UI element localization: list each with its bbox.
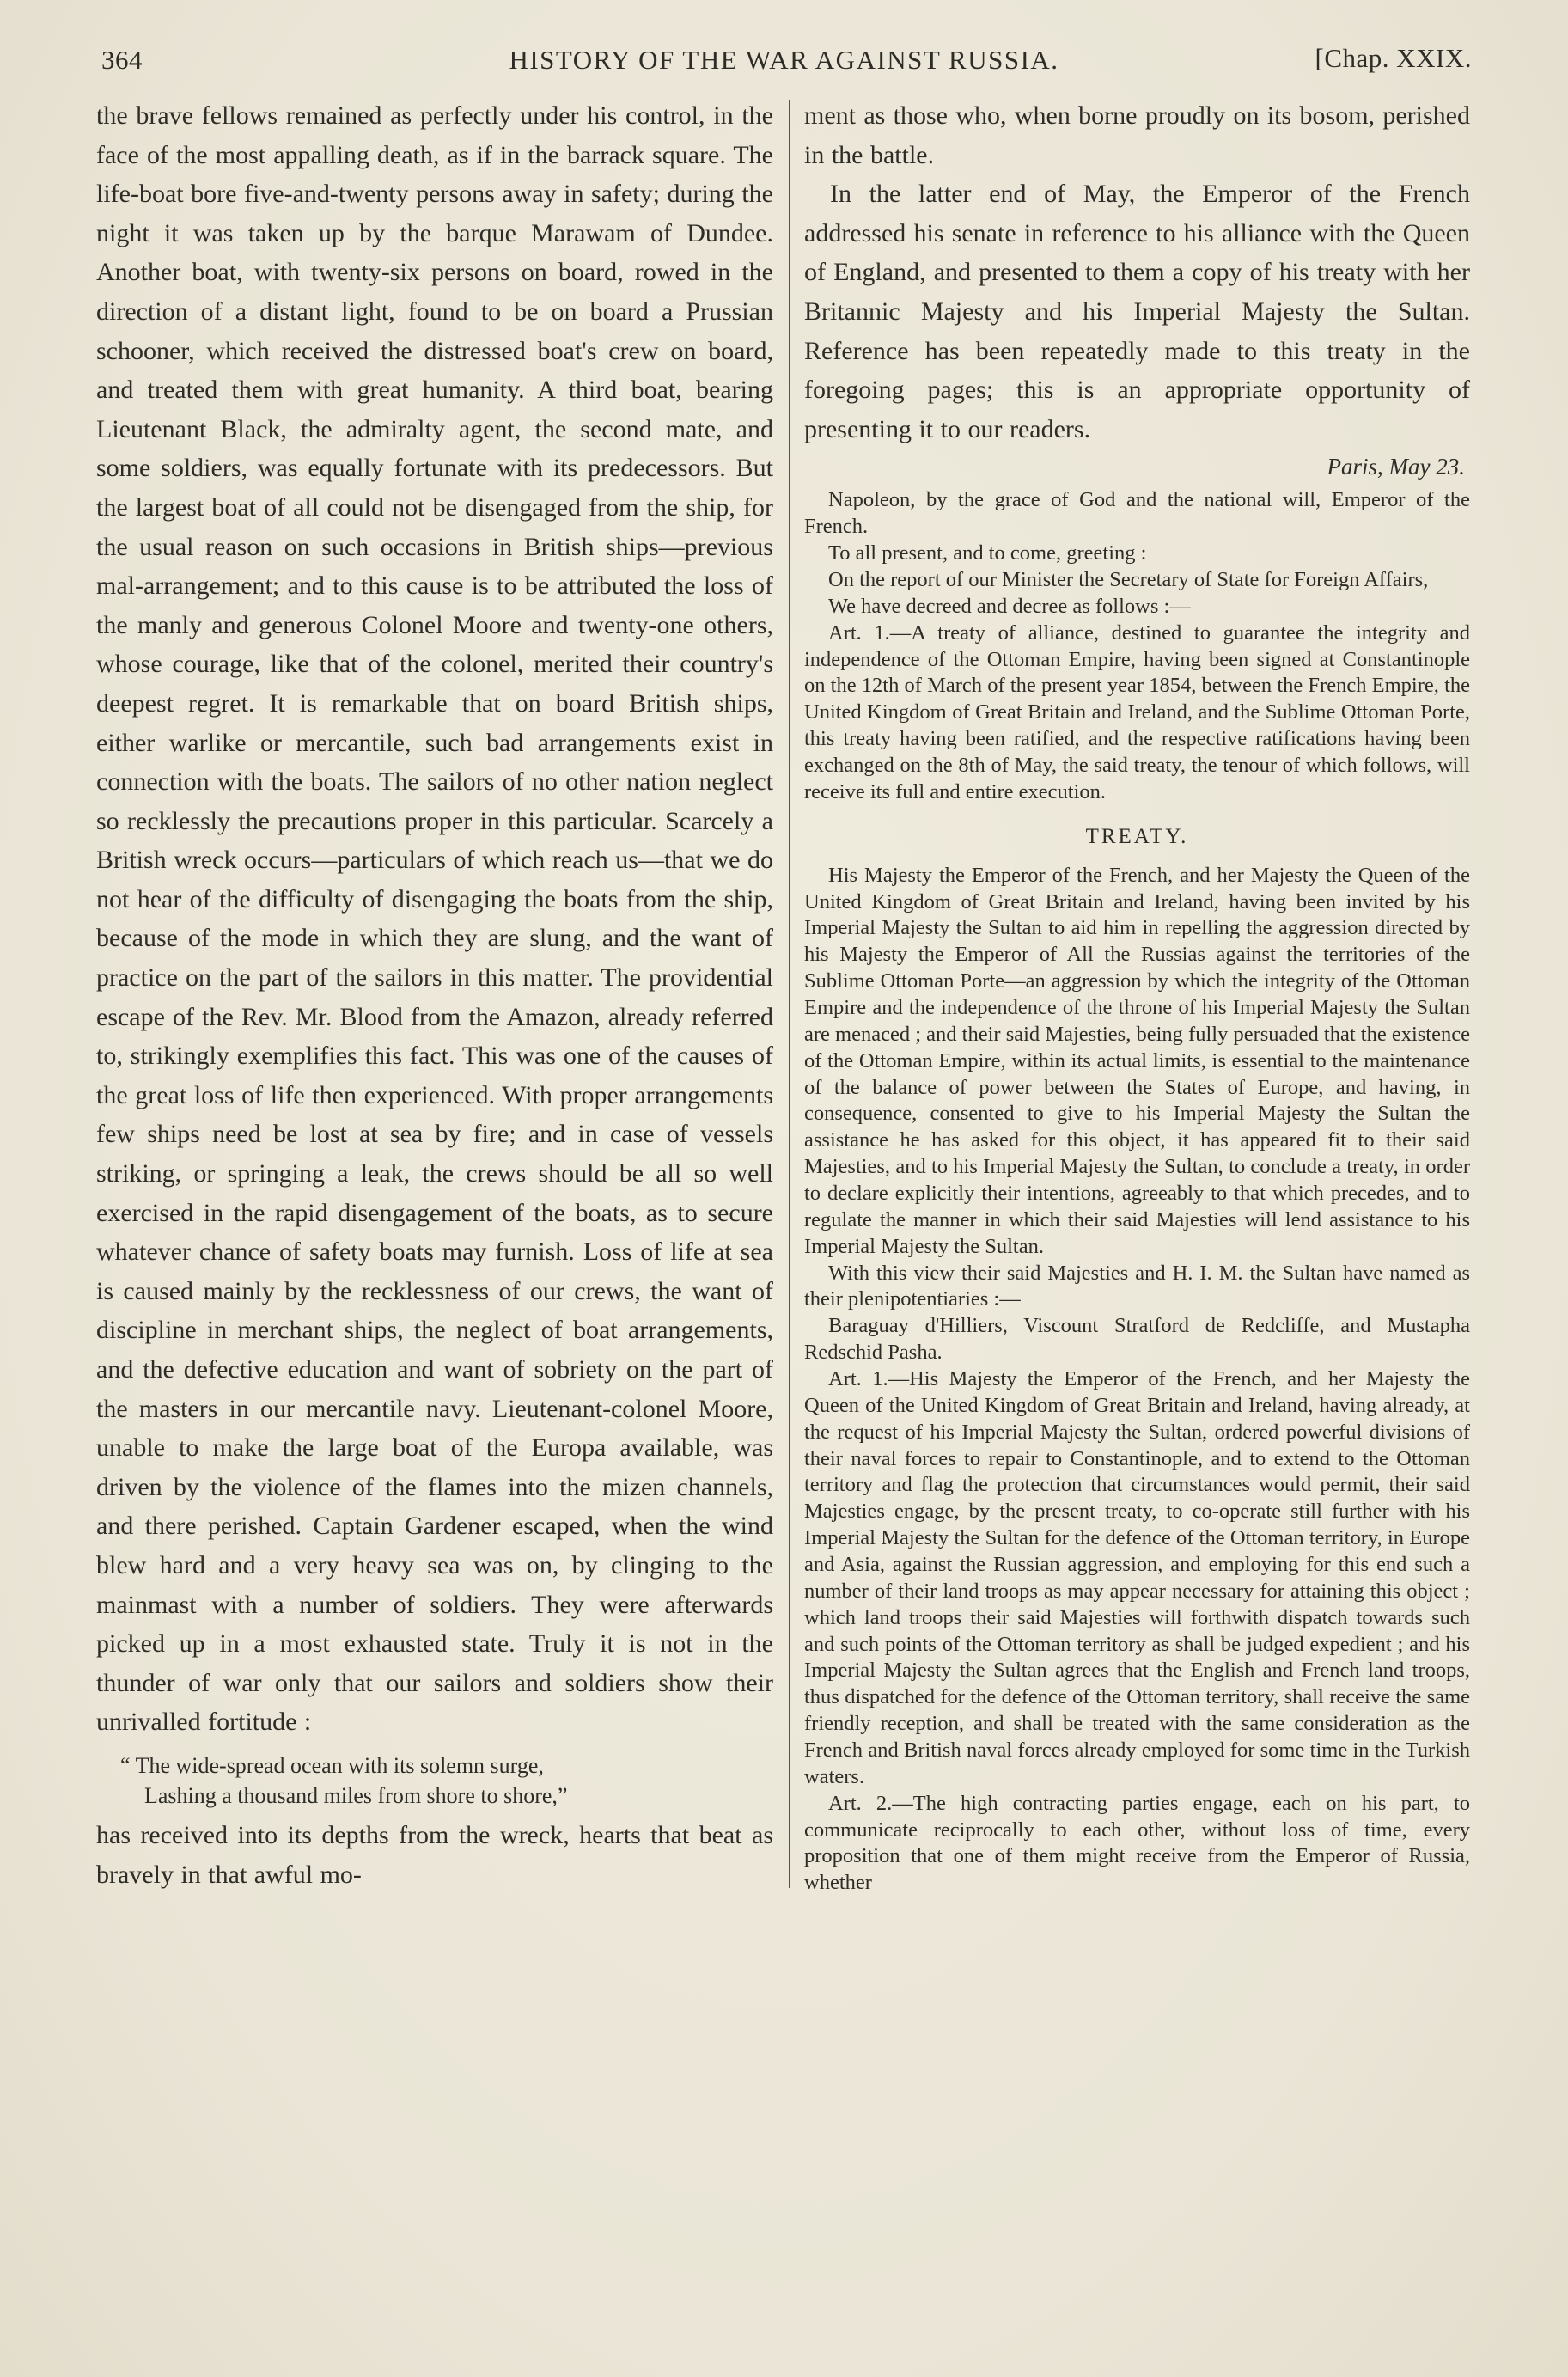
dateline: Paris, May 23. — [1327, 454, 1465, 480]
left-column — [96, 96, 773, 1897]
running-title: HISTORY OF THE WAR AGAINST RUSSIA. — [509, 45, 1059, 75]
body-paragraph: In the latter end of May, the Emperor of the French addressed his senate in reference to his alliance with the Queen of England, and presented to them a copy of his treaty with her Britannic Majesty and his Imperial Majesty the Sultan. Reference has been repeatedly made to this treaty in the foregoing pages; this is an appropriate opportunity of presenting it to our readers. — [804, 180, 1470, 443]
body-paragraph: the brave fellows remained as perfectly under his control, in the face of the most appalling death, as if in the barrack square. The life-boat bore five-and-twenty persons away in safety; during the night it was taken up by the barque Marawam of Dundee. Another boat, with twenty-six persons on board, rowed in the direction of a distant light, found to be on board a Prussian schooner, which received the distressed boat's crew on board, and treated them with great humanity. A third boat, bearing Lieutenant Black, the admiralty agent, the second mate, and some soldiers, was equally fortunate with its predecessors. But the largest boat of all could not be disengaged from the ship, for the usual reason on such occasions in British ships—previous mal-arrangement; and to this cause is to be attributed the loss of the manly and generous Colonel Moore and twenty-one others, whose courage, like that of the colonel, merited their country's deepest regret. It is remarkable that on board British ships, either warlike or mercantile, such bad arrangements exist in connection with the boats. The sailors of no other nation neglect so recklessly the precautions proper in this particular. Scarcely a British wreck occurs—particulars of which reach us—that we do not hear of the difficulty of disengaging the boats from the ship, because of the mode in which they are slung, and the want of practice on the part of the sailors in this matter. The providential escape of the Rev. Mr. Blood from the Amazon, already referred to, strikingly exemplifies this fact. This was one of the causes of the great loss of life then experienced. With proper arrangements few ships need be lost at sea by fire; and in case of vessels striking, or springing a leak, the crews should be all so well exercised in the rapid disengagement of the boats, as to secure whatever chance of safety boats may furnish. Loss of life at sea is caused mainly by the recklessness of our crews, the want of discipline in merchant ships, the neglect of boat arrangements, and the defective education and want of sobriety on the part of the masters in our mercantile navy. Lieutenant-colonel Moore, unable to make the large boat of the Europa available, was driven by the violence of the flames into the mizen channels, and there perished. Captain Gardener escaped, when the wind blew hard and a very heavy sea was on, by clinging to the mainmast with a number of soldiers. They were afterwards picked up in a most exhausted state. Truly it is not in the thunder of war only that our sailors and soldiers show their unrivalled fortitude : — [96, 101, 773, 1737]
treaty-paragraph: Art. 2.—The high contracting parties engage, each on his part, to communicate reciprocally to each other, without loss of time, every proposition that one of them might receive from the Emperor of Russia, whether — [804, 1791, 1470, 1895]
body-paragraph: has received into its depths from the wreck, hearts that beat as bravely in that awful mo- — [96, 1821, 773, 1889]
section-heading: TREATY. — [1085, 824, 1189, 848]
chapter-label: [Chap. XXIX. — [1315, 43, 1472, 73]
decree-paragraph: Napoleon, by the grace of God and the national will, Emperor of the French. — [804, 488, 1470, 539]
verse-line: “ The wide-spread ocean with its solemn surge, — [120, 1752, 544, 1778]
verse-line: Lashing a thousand miles from shore to shore,” — [144, 1783, 568, 1809]
treaty-paragraph: Art. 1.—His Majesty the Emperor of the French, and her Majesty the Queen of the United Kingdom of Great Britain and Ireland, having already, at the request of his Imperial Majesty the Sultan, ordered powerful divisions of their naval forces to repair to Constantinople, and to extend to the Ottoman territory and flag the protection that circumstances would permit, their said Majesties engage, by the present treaty, to co-operate still further with his Imperial Majesty the Sultan for the defence of the Ottoman territory, in Europe and Asia, against the Russian aggression, and employing for this end such a number of their land troops as may appear necessary for attaining this object ; which land troops their said Majesties will forthwith dispatch towards such and such points of the Ottoman territory as shall be judged expedient ; and his Imperial Majesty the Sultan agrees that the English and French land troops, thus dispatched for the defence of the Ottoman territory, shall receive the same friendly reception, and shall be treated with the same consideration as the French and British naval forces already employed for some time in the Turkish waters. — [804, 1366, 1470, 1788]
page-header — [0, 0, 1568, 84]
verse-quote — [120, 1751, 773, 1811]
page-number: 364 — [101, 45, 143, 75]
text-columns — [0, 84, 1568, 1897]
body-paragraph: ment as those who, when borne proudly on its bosom, perished in the battle. — [804, 101, 1470, 169]
right-column — [804, 96, 1470, 1897]
column-divider — [789, 100, 790, 1888]
treaty-paragraph: With this view their said Majesties and H. I. M. the Sultan have named as their plenipotentiaries :— — [804, 1261, 1470, 1311]
decree-paragraph: We have decreed and decree as follows :— — [828, 594, 1191, 618]
treaty-paragraph: His Majesty the Emperor of the French, and her Majesty the Queen of the United Kingdom of Great Britain and Ireland, having been invited by his Imperial Majesty the Sultan to aid him in repelling the aggression directed by his Majesty the Emperor of All the Russias against the territories of the Sublime Ottoman Porte—an aggression by which the integrity of the Ottoman Empire and the independence of the throne of his Imperial Majesty the Sultan are menaced ; and their said Majesties, being fully persuaded that the existence of the Ottoman Empire, within its actual limits, is essential to the maintenance of the balance of power between the States of Europe, and having, in consequence, consented to give to his Imperial Majesty the Sultan the assistance he has asked for this object, it has appeared fit to their said Majesties, and to his Imperial Majesty the Sultan, to conclude a treaty, in order to declare explicitly their intentions, agreeably to that which precedes, and to regulate the manner in which their said Majesties will lend assistance to his Imperial Majesty the Sultan. — [804, 863, 1470, 1258]
decree-paragraph: Art. 1.—A treaty of alliance, destined to guarantee the integrity and independence of the Ottoman Empire, having been signed at Constantinople on the 12th of March of the present year 1854, between the French Empire, the United Kingdom of Great Britain and Ireland, and the Sublime Ottoman Porte, this treaty having been ratified, and the respective ratifications having been exchanged on the 8th of May, the said treaty, the tenour of which follows, will receive its full and entire execution. — [804, 620, 1470, 804]
treaty-paragraph: Baraguay d'Hilliers, Viscount Stratford de Redcliffe, and Mustapha Redschid Pasha. — [804, 1314, 1470, 1365]
decree-paragraph: To all present, and to come, greeting : — [828, 541, 1147, 565]
decree-paragraph: On the report of our Minister the Secretary of State for Foreign Affairs, — [828, 567, 1429, 591]
